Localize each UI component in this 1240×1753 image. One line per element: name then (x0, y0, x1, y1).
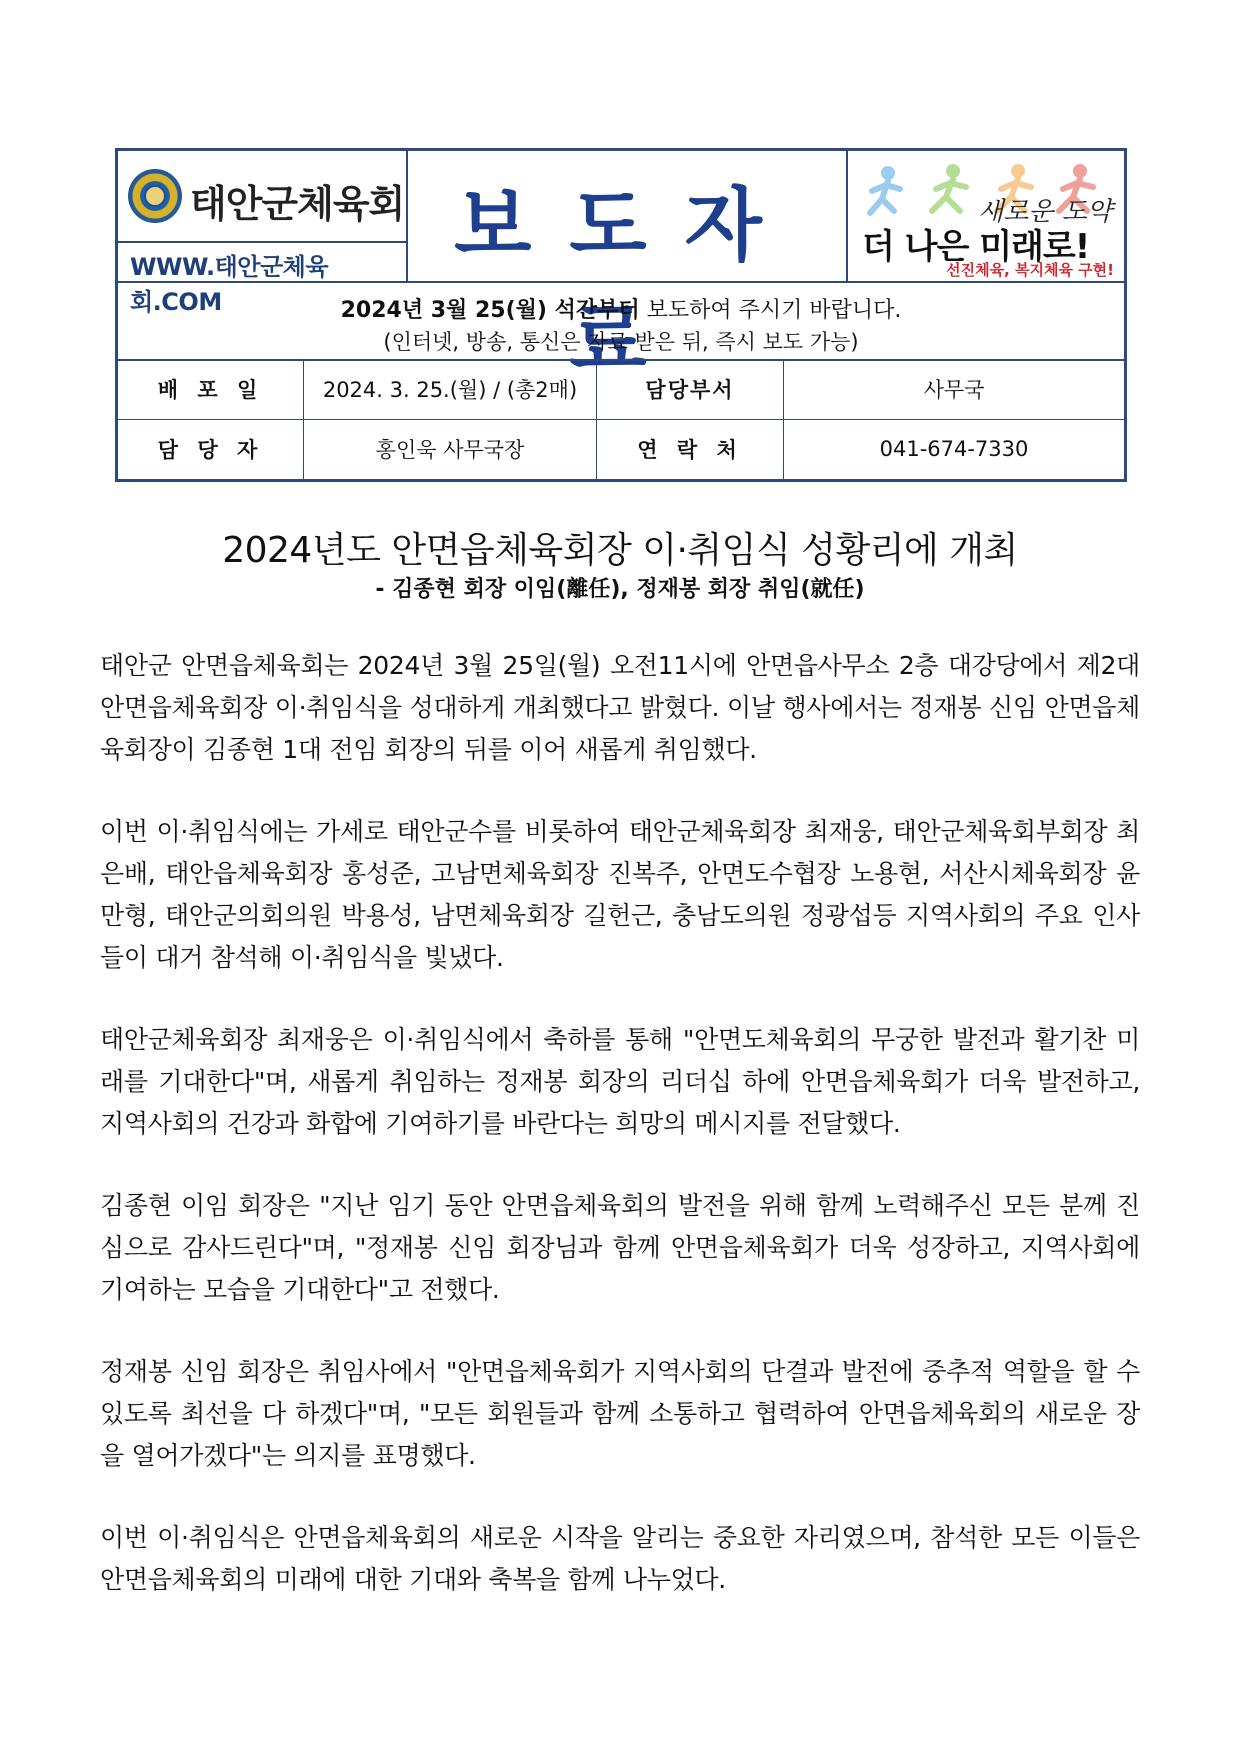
paragraph: 태안군체육회장 최재웅은 이·취임식에서 축하를 통해 "안면도체육회의 무궁한 발전과 활기찬 미래를 기대한다"며, 새롭게 취임하는 정재봉 회장의 리더십 하에 안면읍체육회가 더욱 발전하고, 지역사회의 건강과 화합에 기여하기를 바란다는 희망의 메시지를 전달했다. (100, 1025, 1140, 1138)
slogan-cell (848, 151, 1124, 281)
org-name: 태안군체육회 (190, 182, 405, 226)
logo-divider (118, 241, 406, 243)
press-release-header-box (115, 148, 1127, 482)
dept-value: 사무국 (784, 359, 1125, 419)
person-label: 담 당 자 (118, 419, 304, 479)
article-subhead: - 김종현 회장 이임(離任), 정재봉 회장 취임(就任) (375, 577, 865, 602)
embargo-note: (인터넷, 방송, 통신은 자료 받은 뒤, 즉시 보도 가능) (383, 330, 859, 354)
emblem-icon (128, 169, 182, 223)
embargo-text: 보도하여 주시기 바랍니다. (639, 298, 902, 323)
doc-type-title: 보도자료 (454, 179, 800, 387)
paragraph: 태안군 안면읍체육회는 2024년 3월 25일(월) 오전11시에 안면읍사무소 2층 대강당에서 제2대 안면읍체육회장 이·취임식을 성대하게 개최했다고 밝혔다. 이날 행사에서는 정재봉 신임 안면읍체육회장이 김종현 1대 전임 회장의 뒤를 이어 새롭게 취임했다. (100, 651, 1140, 764)
article-body (100, 645, 1140, 1641)
release-info-table (118, 359, 1124, 479)
dist-date-value: 2024. 3. 25.(월) / (총2매) (304, 359, 597, 419)
paragraph: 이번 이·취임식은 안면읍체육회의 새로운 시작을 알리는 중요한 자리였으며, 참석한 모든 이들은 안면읍체육회의 미래에 대한 기대와 축복을 함께 나누었다. (100, 1523, 1140, 1594)
contact-label: 연 락 처 (597, 419, 784, 479)
person-value: 홍인욱 사무국장 (304, 419, 597, 479)
embargo-notice (118, 281, 1124, 361)
dist-date-label: 배 포 일 (118, 359, 304, 419)
embargo-date: 2024년 3월 25(월) 석간부터 (340, 298, 640, 323)
paragraph: 김종현 이임 회장은 "지난 임기 동안 안면읍체육회의 발전을 위해 함께 노력해주신 모든 분께 진심으로 감사드린다"며, "정재봉 신임 회장님과 함께 안면읍체육회가 더욱 성장하고, 지역사회에 기여하는 모습을 기대한다"고 전했다. (100, 1191, 1140, 1304)
logo-cell (118, 151, 408, 316)
dept-label: 담당부서 (597, 359, 784, 419)
slogan-main: 더 나은 미래로! (862, 227, 1090, 267)
slogan-script: 새로운 도약 (978, 197, 1112, 227)
contact-value: 041-674-7330 (784, 419, 1125, 479)
paragraph: 정재봉 신임 회장은 취임사에서 "안면읍체육회가 지역사회의 단결과 발전에 중추적 역할을 할 수 있도록 최선을 다 하겠다"며, "모든 회원들과 함께 소통하고 협력하여 안면읍체육회의 새로운 장을 열어가겠다"는 의지를 표명했다. (100, 1357, 1140, 1470)
org-url: WWW.태안군체육회.COM (130, 253, 328, 316)
article-headline: 2024년도 안면읍체육회장 이·취임식 성황리에 개최 (222, 530, 1018, 571)
slogan-sub: 선진체육, 복지체육 구현! (946, 261, 1114, 279)
paragraph: 이번 이·취임식에는 가세로 태안군수를 비롯하여 태안군체육회장 최재웅, 태안군체육회부회장 최은배, 태안읍체육회장 홍성준, 고남면체육회장 진복주, 안면도수협장 노용현, 서산시체육회장 윤만형, 태안군의회의원 박용성, 남면체육회장 길헌근, 충남도의원 정광섭등 지역사회의 주요 인사들이 대거 참석해 이·취임식을 빛냈다. (100, 817, 1140, 972)
